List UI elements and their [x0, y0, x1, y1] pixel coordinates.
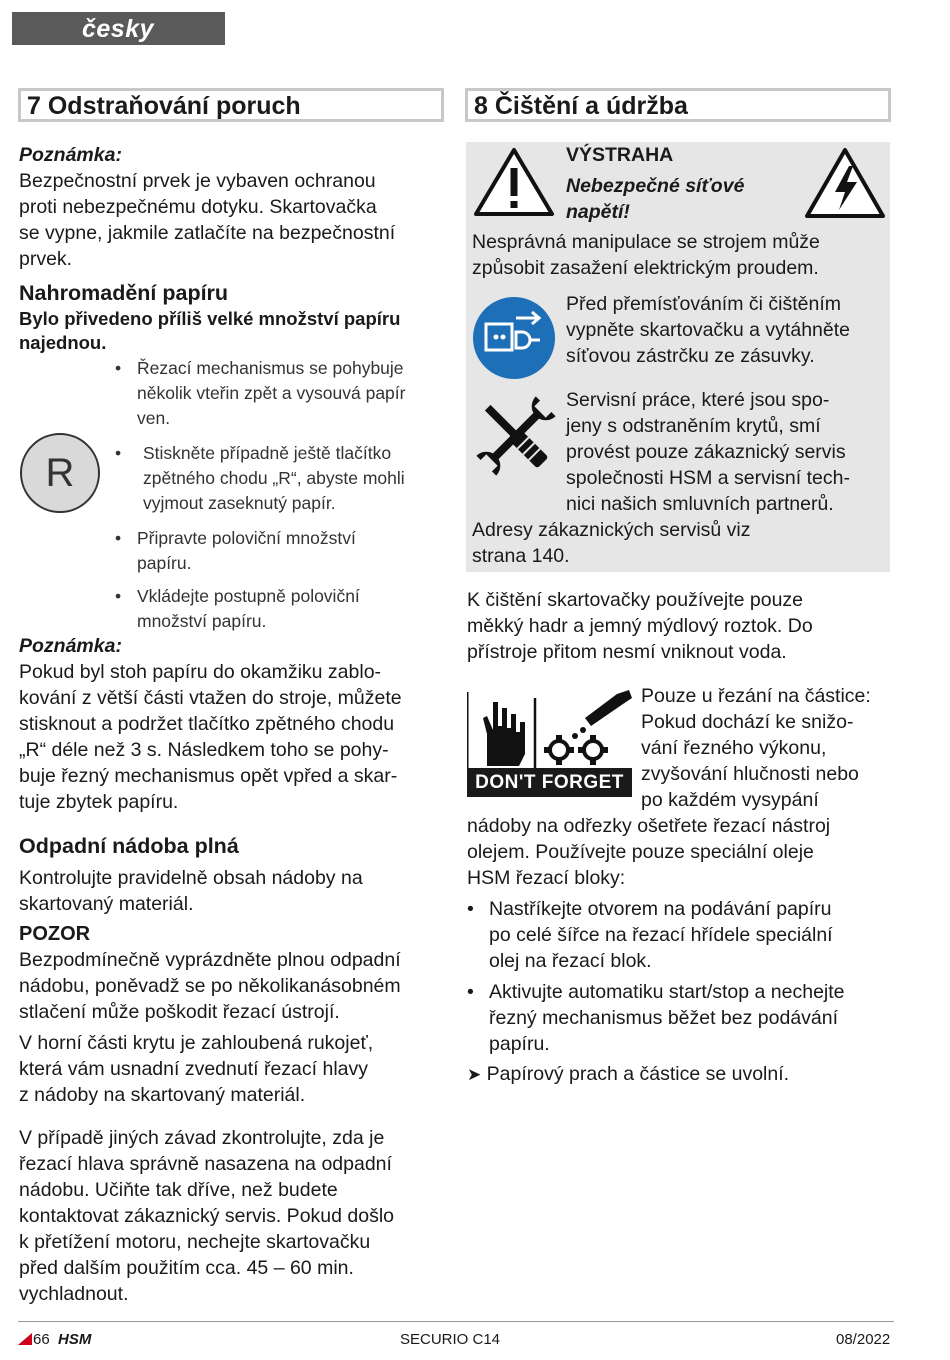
result-arrow-icon: ➤ [467, 1065, 482, 1084]
dont-forget-oil-icon [467, 688, 632, 797]
paper-jam-steps [115, 356, 450, 634]
list-item: • Nastříkejte otvorem na podávání papíru po celé šířce na řezací hřídele speciální olej na řezací blok. [467, 896, 897, 974]
unplug-mandatory-icon [472, 296, 556, 380]
section-title-box [465, 88, 891, 122]
other-faults-text: V případě jiných závad zkontrolujte, zda je řezací hlava správně nasazena na odpadní nádobu. Učiňte tak dříve, než budete kontaktovat zákaznický servis. Pokud došlo k přetížení motoru, nechejte skartovačku před dalším použitím cca. 45 – 60 min. vychladnout. [19, 1127, 395, 1305]
list-item: • Vkládejte postupně poloviční množství papíru. [115, 584, 450, 634]
section-title: 7 Odstraňování poruch [27, 92, 301, 120]
tools-service-icon [472, 390, 560, 482]
page-number: 66 [33, 1331, 50, 1348]
r-button-icon: R [20, 433, 100, 513]
footer-divider [18, 1321, 894, 1322]
handle-text: V horní části krytu je zahloubená rukojeť, která vám usnadní zvednutí řezací hlavy z nádoby na skartovaný materiál. [19, 1032, 374, 1106]
note-label: Poznámka: [19, 635, 122, 657]
warning-label: VÝSTRAHA [566, 144, 674, 166]
paper-jam-cause: Bylo přivedeno příliš velké množství papíru najednou. [19, 308, 401, 353]
language-tab [12, 12, 225, 45]
note-label: Poznámka: [19, 144, 122, 166]
list-item: • Aktivujte automatiku start/stop a nechejte řezný mechanismus běžet bez podávání papíru. [467, 979, 897, 1057]
language-label: česky [82, 15, 155, 43]
result-line: ➤ Papírový prach a částice se uvolní. [467, 1063, 790, 1085]
section-title: 8 Čištění a údržba [474, 92, 688, 120]
warning-title: Nebezpečné síťové napětí! [566, 175, 745, 223]
note-text: Bezpečnostní prvek je vybaven ochranou proti nebezpečnému dotyku. Skartovačka se vypne, jakmile zatlačíte na bezpečnostní prvek. [19, 170, 396, 270]
list-item: • Řezací mechanismus se pohybuje několik vteřin zpět a vysouvá papír ven. [115, 356, 450, 431]
section-title-box [18, 88, 444, 122]
footer-corner-icon [18, 1333, 32, 1345]
service-address-text: Adresy zákaznických servisů viz strana 140. [472, 519, 751, 567]
document-date: 08/2022 [836, 1331, 891, 1348]
oil-steps [467, 896, 897, 1062]
service-text: Servisní práce, které jsou spo- jeny s odstraněním krytů, smí provést pouze zákaznický servis společnosti HSM a servisní tech- nici našich smluvních partnerů. [566, 389, 850, 515]
unplug-text: Před přemísťováním či čištěním vypněte skartovačku a vytáhněte síťovou zástrčku ze zásuvky. [566, 293, 850, 367]
cleaning-text: K čištění skartovačky používejte pouze měkký hadr a jemný mýdlový roztok. Do přístroje přitom nesmí vniknout voda. [467, 589, 813, 663]
oil-text: Pouze u řezání na částice: Pokud dochází ke snižo- vání řezného výkonu, zvyšování hlučnosti nebo po každém vysypání [641, 685, 871, 811]
brand-logo: HSM [58, 1331, 92, 1348]
electric-hazard-icon [803, 146, 887, 220]
bin-full-text: Kontrolujte pravidelně obsah nádoby na skartovaný materiál. [19, 867, 363, 915]
paper-jam-heading: Nahromadění papíru [19, 281, 229, 305]
caution-label: POZOR [19, 923, 91, 945]
caution-text: Bezpodmínečně vyprázdněte plnou odpadní nádobu, poněvadž se po několikanásobném stlačení může poškodit řezací ústrojí. [19, 949, 401, 1023]
oil-text-continued: nádoby na odřezky ošetřete řezací nástroj olejem. Používejte pouze speciální oleje HSM řezací bloky: [467, 815, 831, 889]
warning-text: Nesprávná manipulace se strojem může způsobit zasažení elektrickým proudem. [472, 231, 820, 279]
note-text: Pokud byl stoh papíru do okamžiku zablo- kování z větší části vtažen do stroje, můžete stisknout a podržet tlačítko zpětného chodu „R“ déle než 3 s. Následkem toho se pohy- buje řezný mechanismus opět vpřed a skar- tuje zbytek papíru. [19, 661, 402, 813]
bin-full-heading: Odpadní nádoba plná [19, 834, 239, 858]
model-name: SECURIO C14 [400, 1331, 501, 1348]
list-item: • Připravte poloviční množství papíru. [115, 526, 450, 576]
list-item: • Stiskněte případně ještě tlačítko zpětného chodu „R“, abyste mohli vyjmout zaseknutý papír. [115, 441, 450, 516]
dont-forget-label: DON'T FORGET [467, 768, 632, 797]
warning-triangle-icon [472, 146, 556, 218]
